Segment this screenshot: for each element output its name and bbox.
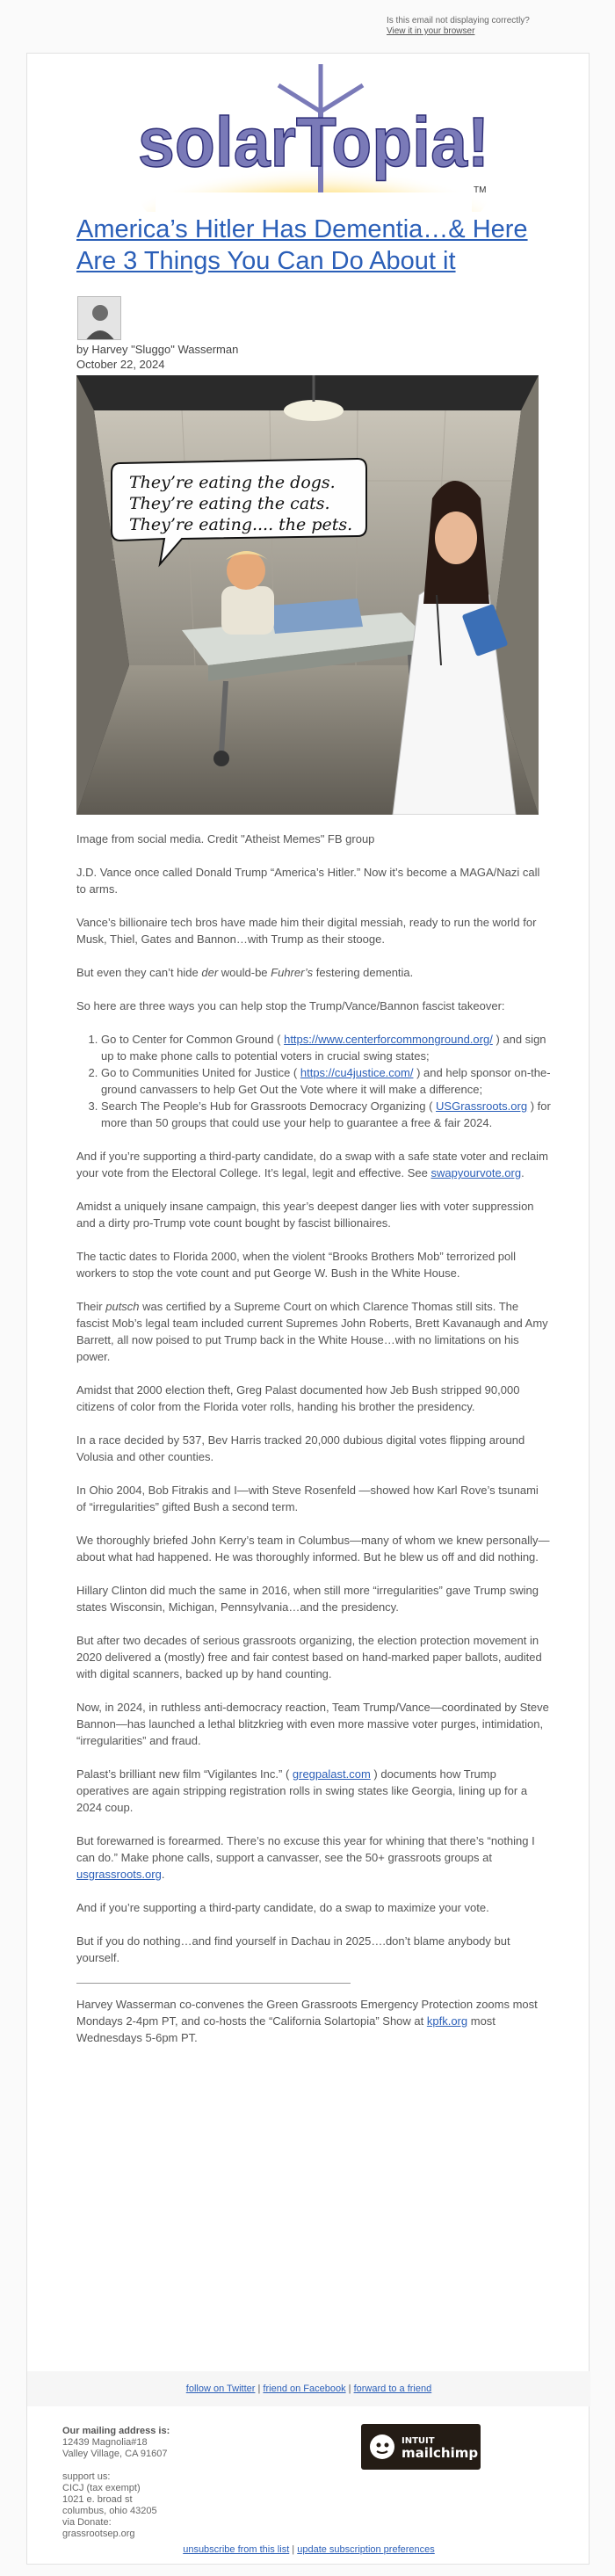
article-body [76, 831, 551, 2063]
support-line: support us: [62, 2471, 111, 2482]
logo-text: solarTopia! [138, 103, 489, 181]
paragraph: The tactic dates to Florida 2000, when the violent “Brooks Brothers Mob” terrorized poll workers to stop the vote count and put George W. Bush in the White House. [76, 1250, 517, 1280]
support-line: CICJ (tax exempt) [62, 2483, 141, 2493]
action-list [101, 1031, 551, 1131]
text-span: Go to Communities United for Justice ( [101, 1066, 300, 1079]
paragraph: Amidst a uniquely insane campaign, this year’s deepest danger lies with voter suppression and a dirty pro-Trump vote count bought by fascist billionaires. [76, 1200, 534, 1230]
emphasis: Fuhrer’s [271, 966, 314, 979]
separator: | [345, 2384, 354, 2394]
paragraph [76, 1832, 551, 1883]
paragraph: In Ohio 2004, Bob Fitrakis and I—with Steve Rosenfeld —showed how Karl Rove’s tsunami of “irregularities” gifted Bush a second term. [76, 1484, 539, 1513]
paragraph: So here are three ways you can help stop the Trump/Vance/Bannon fascist takeover: [76, 999, 505, 1012]
text-span: But forewarned is forearmed. There’s no excuse this year for whining that there’s “nothing I can do.” Make phone calls, support a canvasser, see the 50+ grassroots groups at [76, 1834, 535, 1864]
paragraph: But if you do nothing…and find yourself in Dachau in 2025….don’t blame anybody but yourself. [76, 1934, 510, 1964]
centerforcommonground-link[interactable]: https://www.centerforcommonground.org/ [284, 1033, 493, 1046]
unsubscribe-link[interactable]: unsubscribe from this list [183, 2544, 290, 2555]
preheader-question: Is this email not displaying correctly? [387, 16, 530, 25]
paragraph: Hillary Clinton did much the same in 2016, when still more “irregularities” gave Trump swing states Wisconsin, Michigan, Pennsylvania…and the presidency. [76, 1584, 539, 1614]
paragraph [76, 1148, 551, 1181]
paragraph: Now, in 2024, in ruthless anti-democracy reaction, Team Trump/Vance—coordinated by Steve Bannon—has launched a lethal blitzkrieg with even more massive voter purges, intimidation, “irregularities” and fraud. [76, 1701, 549, 1747]
usgrassroots-link-2[interactable]: usgrassroots.org [76, 1868, 162, 1881]
divider [76, 1983, 351, 1984]
solartopia-logo [120, 61, 507, 212]
email-card [26, 53, 590, 2565]
paragraph [76, 1298, 551, 1365]
friend-facebook-link[interactable]: friend on Facebook [263, 2384, 346, 2394]
text-span: But even they can’t hide [76, 966, 202, 979]
paragraph [76, 964, 551, 981]
text-span: Their [76, 1300, 106, 1313]
unsubscribe-footer [27, 2544, 590, 2555]
text-span: was certified by a Supreme Court on which Clarence Thomas still sits. The fascist Mob’s legal team included current Supremes John Roberts, Brett Kavanaugh and Amy Barrett, all now poised to put Trump back in the White House…with no limitations on his power. [76, 1300, 548, 1363]
view-in-browser-link[interactable]: View it in your browser [387, 26, 475, 36]
emphasis: putsch [105, 1300, 140, 1313]
mailchimp-top: INTUIT [402, 2436, 435, 2446]
author-name: by Harvey "Sluggo" Wasserman [76, 343, 239, 356]
gregpalast-link[interactable]: gregpalast.com [292, 1767, 371, 1781]
byline [76, 342, 238, 372]
text-span: Harvey Wasserman co-convenes the Green Grassroots Emergency Protection zooms most Mondays 2-4pm PT, and co-hosts the “California Solartopia” Show at [76, 1998, 538, 2028]
action-item [101, 1031, 551, 1064]
update-preferences-link[interactable]: update subscription preferences [297, 2544, 435, 2555]
separator: | [255, 2384, 264, 2394]
paragraph: Amidst that 2000 election theft, Greg Palast documented how Jeb Bush stripped 90,000 citizens of color from the Florida voter rolls, handing his brother the presidency. [76, 1383, 520, 1413]
text-span: ) documents how Trump operatives are again stripping registration rolls in swing states like Georgia, lining up for a 2024 coup. [76, 1767, 528, 1814]
text-span: most Wednesdays 5-6pm PT. [76, 2014, 496, 2044]
mailchimp-bottom: mailchimp [402, 2445, 479, 2461]
freddie-icon [370, 2435, 394, 2459]
article-headline[interactable]: America’s Hitler Has Dementia…& Here Are 3 Things You Can Do About it [76, 215, 528, 275]
image-caption: Image from social media. Credit "Atheist Memes" FB group [76, 832, 375, 845]
support-line: via Donate: [62, 2517, 112, 2528]
cu4justice-link[interactable]: https://cu4justice.com/ [300, 1066, 414, 1079]
speech-line-3: They’re eating.... the pets. [129, 515, 353, 534]
text-span: Go to Center for Common Ground ( [101, 1033, 285, 1046]
paragraph: In a race decided by 537, Bev Harris tracked 20,000 dubious digital votes flipping around Volusia and other counties. [76, 1433, 525, 1463]
text-span: ) and help sponsor on-the-ground canvassers to help Get Out the Vote where it will make a difference; [101, 1066, 551, 1096]
hero-image [76, 375, 539, 815]
action-item [101, 1064, 551, 1098]
emphasis: der [201, 966, 219, 979]
support-line: 1021 e. broad st [62, 2494, 133, 2505]
kpfk-link[interactable]: kpfk.org [426, 2014, 468, 2028]
action-item [101, 1098, 551, 1131]
text-span: festering dementia. [313, 966, 414, 979]
paragraph: Vance’s billionaire tech bros have made him their digital messiah, ready to run the world for Musk, Thiel, Gates and Bannon…with Trump as their stooge. [76, 916, 537, 946]
separator: | [289, 2544, 298, 2555]
paragraph [76, 1766, 551, 1816]
logo-tm: TM [474, 185, 487, 195]
publish-date: October 22, 2024 [76, 358, 165, 371]
social-footer [27, 2371, 590, 2406]
text-span: And if you’re supporting a third-party candidate, do a swap with a safe state voter and reclaim your vote from the Electoral College. It’s legal, legit and effective. See [76, 1150, 548, 1179]
address-line: 12439 Magnolia#18 [62, 2437, 148, 2448]
author-avatar [77, 296, 121, 340]
address-line: Valley Village, CA 91607 [62, 2449, 168, 2459]
text-span: ) and sign up to make phone calls to potential voters in crucial swing states; [101, 1033, 546, 1063]
support-line: columbus, ohio 43205 [62, 2506, 157, 2516]
text-span: would-be [218, 966, 271, 979]
speech-line-2: They’re eating the cats. [129, 494, 330, 513]
preheader [387, 16, 530, 37]
paragraph: J.D. Vance once called Donald Trump “America’s Hitler.” Now it’s become a MAGA/Nazi call to arms. [76, 866, 540, 896]
text-span: ) for more than 50 groups that could use your help to guarantee a free & fair 2024. [101, 1099, 551, 1129]
usgrassroots-link[interactable]: USGrassroots.org [436, 1099, 528, 1113]
text-span: Search The People’s Hub for Grassroots Democracy Organizing ( [101, 1099, 437, 1113]
text-span: Palast’s brilliant new film “Vigilantes Inc.” ( [76, 1767, 293, 1781]
swapyourvote-link[interactable]: swapyourvote.org [430, 1166, 522, 1179]
mailchimp-badge[interactable] [361, 2424, 481, 2470]
text-span: . [521, 1166, 525, 1179]
follow-twitter-link[interactable]: follow on Twitter [185, 2384, 256, 2394]
paragraph: But after two decades of serious grassroots organizing, the election protection movement in 2020 delivered a (mostly) free and fair contest based on hand-marked paper ballots, audited with digital scanners, backed up by hand counting. [76, 1634, 542, 1680]
support-line: grassrootsep.org [62, 2529, 135, 2539]
speech-line-1: They’re eating the dogs. [129, 473, 336, 492]
mailing-address [62, 2426, 238, 2540]
text-span: . [161, 1868, 165, 1881]
paragraph: We thoroughly briefed John Kerry’s team in Columbus—many of whom we knew personally—about what had happened. He was thoroughly informed. But he blew us off and did nothing. [76, 1534, 550, 1564]
address-label: Our mailing address is: [62, 2426, 170, 2436]
paragraph: And if you’re supporting a third-party candidate, do a swap to maximize your vote. [76, 1901, 489, 1914]
author-bio [76, 1996, 551, 2046]
forward-friend-link[interactable]: forward to a friend [353, 2384, 432, 2394]
